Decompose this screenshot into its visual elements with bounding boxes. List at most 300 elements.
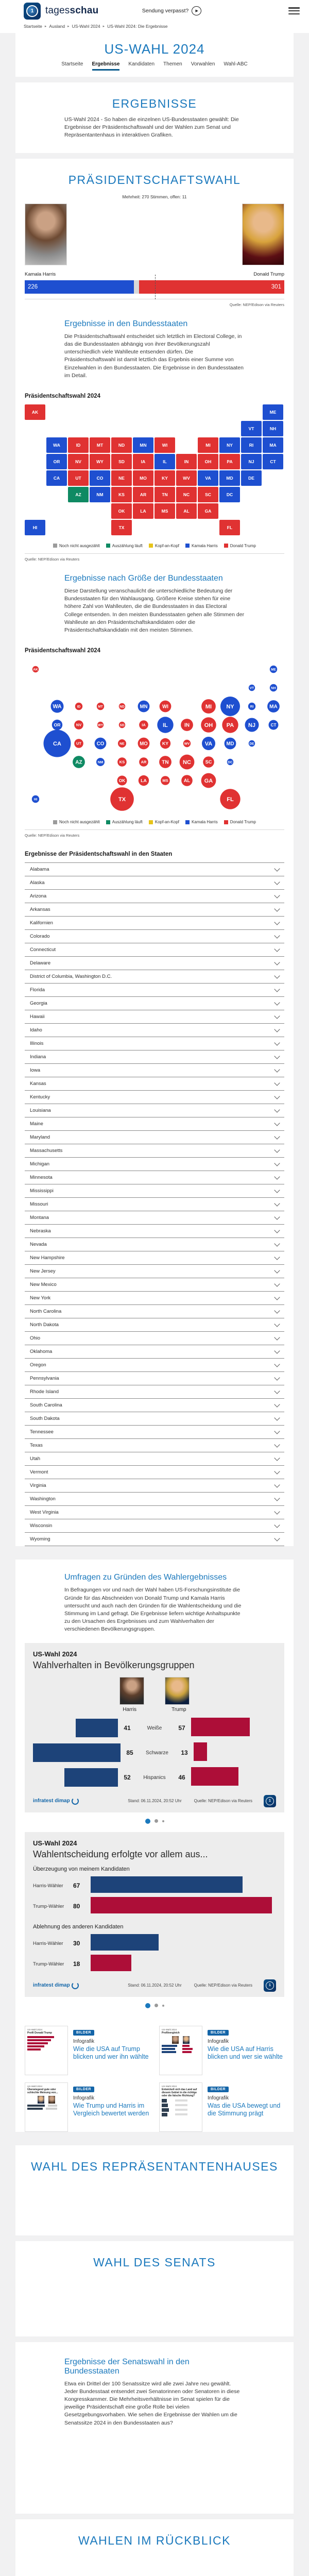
map-state-KY[interactable]: KY xyxy=(154,470,175,486)
map-state-CA[interactable]: CA xyxy=(46,470,67,486)
map-state-NM[interactable]: NM xyxy=(90,487,110,502)
state-accordion-row[interactable]: Washington xyxy=(25,1492,284,1505)
decision-row xyxy=(33,1934,276,1952)
state-accordion-row[interactable]: Indiana xyxy=(25,1050,284,1063)
breadcrumb-item[interactable]: Ausland ▸ xyxy=(49,24,70,29)
chart2-kicker: US-Wahl 2024 xyxy=(33,1839,77,1847)
state-accordion-row[interactable]: Ohio xyxy=(25,1331,284,1345)
bubble-label-MD: MD xyxy=(226,741,234,747)
chevron-down-icon xyxy=(274,1482,280,1488)
carousel-dot-active[interactable] xyxy=(145,2003,150,2008)
play-icon[interactable]: ▶ xyxy=(192,6,201,15)
breadcrumb-separator-icon: ▸ xyxy=(67,25,70,28)
chevron-down-icon xyxy=(274,960,280,965)
state-accordion-row[interactable]: Texas xyxy=(25,1438,284,1452)
chevron-down-icon xyxy=(274,1054,280,1059)
map-state-AL[interactable]: AL xyxy=(176,503,197,519)
map-legend xyxy=(15,544,294,548)
bubble-label-GA: GA xyxy=(204,778,213,785)
bubble-label-NY: NY xyxy=(226,704,234,710)
teaser-kicker: Infografik xyxy=(208,2038,229,2044)
map-state-PA[interactable]: PA xyxy=(219,454,240,469)
bubble-label-OK: OK xyxy=(118,778,126,784)
chevron-down-icon xyxy=(274,946,280,952)
legend-swatch xyxy=(149,820,153,824)
map-state-WV[interactable]: WV xyxy=(176,470,197,486)
chevron-down-icon xyxy=(274,1496,280,1501)
map-state-MA[interactable]: MA xyxy=(263,437,283,453)
map-state-IL[interactable]: IL xyxy=(154,454,175,469)
voter-group-label: Trump-Wähler xyxy=(33,1961,64,1967)
site-wordmark[interactable]: tagesschau xyxy=(45,5,99,16)
value-bar xyxy=(91,1955,131,1971)
carousel-dot[interactable] xyxy=(154,1819,158,1823)
states-accordion xyxy=(25,862,284,1546)
bubble-label-TX: TX xyxy=(118,796,126,803)
value-label: 67 xyxy=(73,1882,80,1890)
legend-item: Noch nicht ausgezählt xyxy=(53,820,100,824)
senate-results-heading[interactable]: Ergebnisse der Senatswahl in den Bundesstaaten xyxy=(64,2357,190,2376)
carousel-dot[interactable] xyxy=(162,2005,164,2007)
chevron-down-icon xyxy=(274,1147,280,1153)
polls-heading[interactable]: Umfragen zu Gründen des Wahlergebnisses xyxy=(64,1573,227,1582)
map-state-KS[interactable]: KS xyxy=(111,487,132,502)
chevron-down-icon xyxy=(274,1080,280,1086)
bubble-label-FL: FL xyxy=(227,796,234,803)
bilder-badge: BILDER xyxy=(208,2030,229,2036)
ard-logo: 1 xyxy=(264,1979,276,1992)
decision-row xyxy=(33,1876,276,1894)
bubble-label-AZ: AZ xyxy=(75,759,82,766)
state-accordion-row[interactable]: South Dakota xyxy=(25,1412,284,1425)
legend-swatch xyxy=(185,820,190,824)
chevron-down-icon xyxy=(274,1134,280,1140)
state-accordion-row[interactable]: New York xyxy=(25,1291,284,1304)
bubble-label-OH: OH xyxy=(204,722,213,729)
state-accordion-row[interactable]: Iowa xyxy=(25,1063,284,1077)
bubble-label-SD: SD xyxy=(119,723,125,727)
map-state-SD[interactable]: SD xyxy=(111,454,132,469)
bubble-label-AR: AR xyxy=(141,759,147,765)
review-card xyxy=(15,2519,294,2576)
map-state-IA[interactable]: IA xyxy=(133,454,153,469)
map-state-NH[interactable]: NH xyxy=(263,421,283,436)
harris-photo xyxy=(25,204,67,265)
state-accordion-row[interactable]: Virginia xyxy=(25,1479,284,1492)
chevron-down-icon xyxy=(274,1388,280,1394)
map-state-NV[interactable]: NV xyxy=(68,454,89,469)
us-bubble-map xyxy=(25,659,284,814)
voter-group-label: Trump-Wähler xyxy=(33,1903,64,1909)
legend-item: Kamala Harris xyxy=(185,544,218,548)
state-accordion-row[interactable]: Alabama xyxy=(25,862,284,876)
map-state-TX[interactable]: TX xyxy=(111,520,132,535)
value-bar xyxy=(91,1876,243,1893)
state-accordion-row[interactable]: North Dakota xyxy=(25,1318,284,1331)
state-accordion-row[interactable]: South Carolina xyxy=(25,1398,284,1412)
bilder-badge: BILDER xyxy=(208,2087,229,2092)
legend-item: Kopf-an-Kopf xyxy=(149,820,179,824)
page-title: US-WAHL 2024 xyxy=(104,41,205,57)
chevron-down-icon xyxy=(274,1040,280,1046)
bubble-label-RI: RI xyxy=(250,705,254,709)
carousel-dots xyxy=(15,1812,294,1832)
map-state-ID[interactable]: ID xyxy=(68,437,89,453)
chart1-stand: Stand: 06.11.2024, 20:52 Uhr xyxy=(128,1799,182,1804)
state-accordion-row[interactable]: Wyoming xyxy=(25,1532,284,1546)
state-accordion-row[interactable]: Kalifornien xyxy=(25,916,284,929)
map-state-SC[interactable]: SC xyxy=(198,487,218,502)
trump-photo xyxy=(242,204,284,265)
state-accordion-row[interactable]: Montana xyxy=(25,1211,284,1224)
map-state-OH[interactable]: OH xyxy=(198,454,218,469)
map-state-AZ[interactable]: AZ xyxy=(68,487,89,502)
state-accordion-row[interactable]: Idaho xyxy=(25,1023,284,1037)
value-label: 18 xyxy=(73,1960,80,1968)
polls-text: In Befragungen vor und nach der Wahl haben US-Forschungsinstitute die Gründe für das Abschneiden von Donald Trump und Kamala Harris untersucht und auch nach den Gründen für die Wahlentscheidung und die Stimmung im Land gefragt. Die Ergebnisse liefern wichtige Anhaltspunkte zu den Ursachen des Ergebnisses und zum Wahlverhalten der verschiedenen Bevölkerungsgruppen. xyxy=(64,1587,242,1633)
chevron-down-icon xyxy=(274,866,280,872)
trump-value: 57 xyxy=(178,1724,185,1732)
map-state-FL[interactable]: FL xyxy=(219,520,240,535)
map-state-OK[interactable]: OK xyxy=(111,503,132,519)
bubble-label-IN: IN xyxy=(184,722,190,728)
category-label: Weiße xyxy=(147,1725,162,1731)
state-accordion-row[interactable]: Connecticut xyxy=(25,943,284,956)
president-card xyxy=(15,159,294,1547)
decision-group-label: Ablehnung des anderen Kandidaten xyxy=(33,1923,124,1930)
chevron-down-icon xyxy=(274,1402,280,1408)
state-accordion-row[interactable]: Rhode Island xyxy=(25,1385,284,1398)
chevron-down-icon xyxy=(274,1509,280,1515)
source-note: Quelle: NEP/Edison via Reuters xyxy=(25,299,284,316)
map-state-NJ[interactable]: NJ xyxy=(241,454,262,469)
harris-bar xyxy=(64,1768,118,1787)
bubble-label-VA: VA xyxy=(204,741,213,748)
state-accordion-row[interactable]: Arizona xyxy=(25,889,284,903)
bubble-label-TN: TN xyxy=(162,759,169,766)
missed-show-link[interactable] xyxy=(142,6,201,15)
chevron-down-icon xyxy=(274,1094,280,1099)
map-state-MO[interactable]: MO xyxy=(133,470,153,486)
state-accordion-row[interactable]: Maryland xyxy=(25,1130,284,1144)
chevron-down-icon xyxy=(274,906,280,912)
state-accordion-row[interactable]: Massachusetts xyxy=(25,1144,284,1157)
state-accordion-row[interactable]: Louisiana xyxy=(25,1104,284,1117)
map-state-MN[interactable]: MN xyxy=(133,437,153,453)
map-state-CO[interactable]: CO xyxy=(90,470,110,486)
state-accordion-row[interactable]: Wisconsin xyxy=(25,1519,284,1532)
ev-bar-open xyxy=(134,280,139,294)
state-accordion-row[interactable]: Georgia xyxy=(25,996,284,1010)
state-accordion-row[interactable]: Illinois xyxy=(25,1037,284,1050)
breadcrumb-item[interactable]: US-Wahl 2024: Die Ergebnisse xyxy=(107,24,168,29)
breadcrumb-item[interactable]: US-Wahl 2024 ▸ xyxy=(72,24,105,29)
chevron-down-icon xyxy=(274,1067,280,1073)
tab[interactable]: Wahl-ABC xyxy=(224,61,248,67)
map-state-WI[interactable]: WI xyxy=(154,437,175,453)
teaser-title[interactable]: Wie die USA auf Harris blicken und wer sie wählte xyxy=(208,2045,283,2061)
chevron-down-icon xyxy=(274,1375,280,1381)
chevron-down-icon xyxy=(274,920,280,925)
demographics-chart-card xyxy=(25,1643,284,1812)
bubble-label-LA: LA xyxy=(141,778,147,784)
state-accordion-row[interactable]: Mississippi xyxy=(25,1184,284,1197)
teaser-title[interactable]: Wie Trump und Harris im Vergleich bewertet werden xyxy=(73,2102,149,2117)
polls-card xyxy=(15,1560,294,2131)
size-block-heading[interactable]: Ergebnisse nach Größe der Bundesstaaten xyxy=(64,573,223,583)
bubble-legend xyxy=(15,820,294,824)
bubble-chart-title: Präsidentschaftswahl 2024 xyxy=(25,648,101,654)
bilder-badge: BILDER xyxy=(73,2030,94,2036)
state-accordion-row[interactable]: Colorado xyxy=(25,929,284,943)
chevron-down-icon xyxy=(274,1295,280,1300)
state-accordion-row[interactable]: North Carolina xyxy=(25,1304,284,1318)
chevron-down-icon xyxy=(274,973,280,979)
map-state-CT[interactable]: CT xyxy=(263,454,283,469)
decision-group xyxy=(33,1934,276,1972)
state-accordion-row[interactable]: Arkansas xyxy=(25,903,284,916)
tab[interactable]: Kandidaten xyxy=(128,61,155,67)
breadcrumb-item[interactable]: Startseite ▸ xyxy=(24,24,47,29)
state-accordion-row[interactable]: Nevada xyxy=(25,1238,284,1251)
harris-value: 52 xyxy=(124,1774,131,1782)
states-block-text: Die Präsidentschaftswahl entscheidet sich letztlich im Electoral College, in das die Bundesstaaten abhängig von ihrer Bevölkerungszahl unterschiedlich viele Wahlleute entsenden dürfen. Die Präsidentschaftswahl ist damit letztlich das Ergebnis einer Summe von Einzelwahlen in den Bundesstaaten. Die Ergebnisse in den Bundesstaaten im Detail. xyxy=(64,333,244,379)
trump-value: 46 xyxy=(178,1774,185,1782)
carousel-dot-active[interactable] xyxy=(145,1819,150,1824)
bubble-label-DE: DE xyxy=(249,742,254,746)
state-accordion-row[interactable]: New Hampshire xyxy=(25,1251,284,1264)
results-intro-card xyxy=(15,82,294,153)
review-section-title: WAHLEN IM RÜCKBLICK xyxy=(78,2533,231,2547)
bubble-label-NH: NH xyxy=(271,686,276,690)
senate-embed-placeholder xyxy=(15,2275,294,2336)
site-header xyxy=(0,0,309,33)
state-accordion-row[interactable]: Utah xyxy=(25,1452,284,1465)
electoral-vote-bar xyxy=(25,280,284,294)
trump-value: 13 xyxy=(181,1749,188,1757)
trump-bar xyxy=(191,1767,238,1786)
map-state-WA[interactable]: WA xyxy=(46,437,67,453)
bubble-source-note: Quelle: NEP/Edison via Reuters xyxy=(25,829,284,847)
chevron-down-icon xyxy=(274,893,280,899)
carousel-dot[interactable] xyxy=(154,2004,158,2007)
carousel-dot[interactable] xyxy=(162,1820,164,1822)
results-intro-text: US-Wahl 2024 - So haben die einzelnen US-Bundesstaaten gewählt: Die Ergebnisse der Präsidentschaftswahl und der Wahlen zum Senat und Repräsentantenhaus in interaktiven Grafiken. xyxy=(64,116,239,139)
map-state-ME[interactable]: ME xyxy=(263,404,283,420)
state-accordion-row[interactable]: West Virginia xyxy=(25,1505,284,1519)
states-accordion-heading: Ergebnisse der Präsidentschaftswahl in den Staaten xyxy=(25,851,173,858)
state-accordion-row[interactable]: Hawaii xyxy=(25,1010,284,1023)
chevron-down-icon xyxy=(274,987,280,992)
chevron-down-icon xyxy=(274,1027,280,1032)
map-state-WY[interactable]: WY xyxy=(90,454,110,469)
teaser-title[interactable]: Wie die USA auf Trump blicken und wer ihn wählte xyxy=(73,2045,149,2061)
map-state-NE[interactable]: NE xyxy=(111,470,132,486)
us-map xyxy=(25,404,284,537)
legend-item: Donald Trump xyxy=(224,820,256,824)
teaser-trump-profile[interactable] xyxy=(25,2026,150,2075)
chart2-stand: Stand: 06.11.2024, 20:52 Uhr xyxy=(128,1983,182,1988)
bubble-label-WY: WY xyxy=(97,723,104,727)
map-state-IN[interactable]: IN xyxy=(176,454,197,469)
map-state-MS[interactable]: MS xyxy=(154,503,175,519)
tab[interactable]: Vorwahlen xyxy=(191,61,215,67)
chevron-down-icon xyxy=(274,1308,280,1314)
chart1-right-label: Trump xyxy=(171,1706,186,1713)
bubble-label-SC: SC xyxy=(205,759,212,765)
tab[interactable]: Startseite xyxy=(61,61,83,67)
tab[interactable]: Themen xyxy=(163,61,182,67)
majority-marker xyxy=(155,275,156,299)
voter-group-label: Harris-Wähler xyxy=(33,1883,63,1889)
tab[interactable]: Ergebnisse xyxy=(92,61,120,71)
senate-results-embed-placeholder xyxy=(15,2436,294,2514)
decision-row xyxy=(33,1897,276,1914)
state-accordion-row[interactable]: Delaware xyxy=(25,956,284,970)
tagesschau-logo[interactable] xyxy=(24,3,41,20)
map-state-LA[interactable]: LA xyxy=(133,503,153,519)
bubble-label-AL: AL xyxy=(183,778,191,784)
senate-section-title: WAHL DES SENATS xyxy=(93,2255,216,2269)
menu-icon[interactable] xyxy=(288,7,300,14)
president-section-title: PRÄSIDENTSCHAFTSWAHL xyxy=(68,173,241,187)
decision-group xyxy=(33,1876,276,1914)
legend-item: Kopf-an-Kopf xyxy=(149,544,179,548)
legend-item: Donald Trump xyxy=(224,544,256,548)
breadcrumb xyxy=(0,22,309,33)
map-state-ND[interactable]: ND xyxy=(111,437,132,453)
category-label: Schwarze xyxy=(146,1750,168,1756)
map-state-AK[interactable]: AK xyxy=(25,404,45,420)
bubble-label-CA: CA xyxy=(53,741,61,748)
legend-swatch xyxy=(106,820,110,824)
infratest-arc-icon xyxy=(72,1798,79,1805)
section-tabs xyxy=(15,61,294,77)
chevron-down-icon xyxy=(274,1107,280,1113)
bubble-label-HI: HI xyxy=(33,798,38,802)
state-accordion-row[interactable]: Nebraska xyxy=(25,1224,284,1238)
map-state-RI[interactable]: RI xyxy=(241,437,262,453)
teaser-title[interactable]: Was die USA bewegt und die Stimmung prägt xyxy=(208,2102,281,2117)
state-accordion-row[interactable]: District of Columbia, Washington D.C. xyxy=(25,970,284,983)
chevron-down-icon xyxy=(274,1013,280,1019)
map-state-HI[interactable]: HI xyxy=(25,520,45,535)
chart1-left-label: Harris xyxy=(123,1706,137,1713)
state-accordion-row[interactable]: Alaska xyxy=(25,876,284,889)
state-accordion-row[interactable]: Kentucky xyxy=(25,1090,284,1104)
legend-item: Kamala Harris xyxy=(185,820,218,824)
map-state-GA[interactable]: GA xyxy=(198,503,218,519)
state-accordion-row[interactable]: Maine xyxy=(25,1117,284,1130)
map-state-VT[interactable]: VT xyxy=(241,421,262,436)
map-state-MD[interactable]: MD xyxy=(219,470,240,486)
chevron-down-icon xyxy=(274,1255,280,1260)
legend-swatch xyxy=(106,544,110,548)
state-accordion-row[interactable]: Vermont xyxy=(25,1465,284,1479)
bubble-label-NC: NC xyxy=(183,759,191,766)
chart1-title: Wahlverhalten in Bevölkerungsgruppen xyxy=(33,1659,195,1670)
state-accordion-row[interactable]: Kansas xyxy=(25,1077,284,1090)
demo-row xyxy=(33,1767,276,1788)
map-state-DE[interactable]: DE xyxy=(241,470,262,486)
teaser-mood[interactable] xyxy=(159,2082,284,2132)
state-accordion-row[interactable]: New Jersey xyxy=(25,1264,284,1278)
bubble-label-KY: KY xyxy=(162,741,169,747)
chevron-down-icon xyxy=(274,1536,280,1541)
ard-logo: 1 xyxy=(264,1795,276,1807)
state-accordion-row[interactable]: Oregon xyxy=(25,1358,284,1371)
teaser-thumbnail: US-Wahl 2024 Entwickelt sich das Land auf diesem Gebiet in die richtige oder die falsche Richtung? xyxy=(159,2082,202,2132)
map-state-DC[interactable]: DC xyxy=(219,487,240,502)
teaser-kicker: Infografik xyxy=(208,2095,229,2101)
chart1-source: Quelle: NEP/Edison via Reuters xyxy=(194,1799,252,1804)
missed-show-label: Sendung verpasst? xyxy=(142,8,189,14)
chevron-down-icon xyxy=(274,933,280,939)
map-state-MT[interactable]: MT xyxy=(90,437,110,453)
breadcrumb-separator-icon: ▸ xyxy=(44,25,47,28)
state-accordion-row[interactable]: Missouri xyxy=(25,1197,284,1211)
senate-results-text: Etwa ein Drittel der 100 Senatssitze wird alle zwei Jahre neu gewählt. Jeder Bundesstaat entsendet zwei Senatorinnen oder Senatoren in diese Kongresskammer. Die Mehrheitsverhältnisse im Senat spielen für die jeweilige Präsidentschaft eine große Rolle bei vielen Gesetzgebungsvorhaben. Wie sehen die Ergebnisse der Wahlen um die Senatssitze 2024 in den Bundesstaaten aus? xyxy=(64,2380,240,2426)
map-state-MI[interactable]: MI xyxy=(198,437,218,453)
state-accordion-row[interactable]: New Mexico xyxy=(25,1278,284,1291)
decision-group-label: Überzeugung von meinem Kandidaten xyxy=(33,1866,130,1872)
teaser-thumbnail: US-Wahl 2024 Überwiegend gute oder schlechte Meinung von... xyxy=(25,2082,68,2132)
chevron-down-icon xyxy=(274,1348,280,1354)
teaser-comparison[interactable] xyxy=(25,2082,150,2132)
bubble-label-DC: DC xyxy=(228,760,233,765)
map-state-UT[interactable]: UT xyxy=(68,470,89,486)
state-accordion-row[interactable]: Pennsylvania xyxy=(25,1371,284,1385)
chevron-down-icon xyxy=(274,1362,280,1367)
state-accordion-row[interactable]: Oklahoma xyxy=(25,1345,284,1358)
infratest-dimap-logo: infratest dimap xyxy=(33,1982,79,1989)
state-accordion-row[interactable]: Florida xyxy=(25,983,284,996)
state-accordion-row[interactable]: Tennessee xyxy=(25,1425,284,1438)
chevron-down-icon xyxy=(274,1469,280,1475)
map-state-NY[interactable]: NY xyxy=(219,437,240,453)
chevron-down-icon xyxy=(274,1201,280,1207)
bubble-label-OR: OR xyxy=(54,722,61,728)
chevron-down-icon xyxy=(274,1335,280,1341)
map-state-TN[interactable]: TN xyxy=(154,487,175,502)
map-state-NC[interactable]: NC xyxy=(176,487,197,502)
map-state-VA[interactable]: VA xyxy=(198,470,218,486)
harris-value: 41 xyxy=(124,1724,131,1732)
chevron-down-icon xyxy=(274,1000,280,1006)
bubble-label-VT: VT xyxy=(249,686,254,690)
bubble-label-WV: WV xyxy=(184,742,190,746)
state-accordion-row[interactable]: Minnesota xyxy=(25,1171,284,1184)
chart2-source: Quelle: NEP/Edison via Reuters xyxy=(194,1983,252,1988)
states-block-heading[interactable]: Ergebnisse in den Bundesstaaten xyxy=(64,319,188,328)
bubble-label-MS: MS xyxy=(162,778,168,783)
legend-swatch xyxy=(224,544,228,548)
bubble-label-WA: WA xyxy=(53,703,62,710)
harris-thumb-photo xyxy=(119,1677,144,1705)
chevron-down-icon xyxy=(274,1214,280,1220)
map-state-AR[interactable]: AR xyxy=(133,487,153,502)
house-section-title: WAHL DES REPRÄSENTANTENHAUSES xyxy=(31,2159,278,2173)
chevron-down-icon xyxy=(274,1188,280,1193)
chevron-down-icon xyxy=(274,1522,280,1528)
chevron-down-icon xyxy=(274,1174,280,1180)
state-accordion-row[interactable]: Michigan xyxy=(25,1157,284,1171)
map-source-note: Quelle: NEP/Edison via Reuters xyxy=(25,553,284,571)
house-embed-placeholder xyxy=(15,2179,294,2235)
teaser-harris-profile[interactable] xyxy=(159,2026,284,2075)
map-state-OR[interactable]: OR xyxy=(46,454,67,469)
majority-note: Mehrheit: 270 Stimmen, offen: 11 xyxy=(122,194,187,199)
